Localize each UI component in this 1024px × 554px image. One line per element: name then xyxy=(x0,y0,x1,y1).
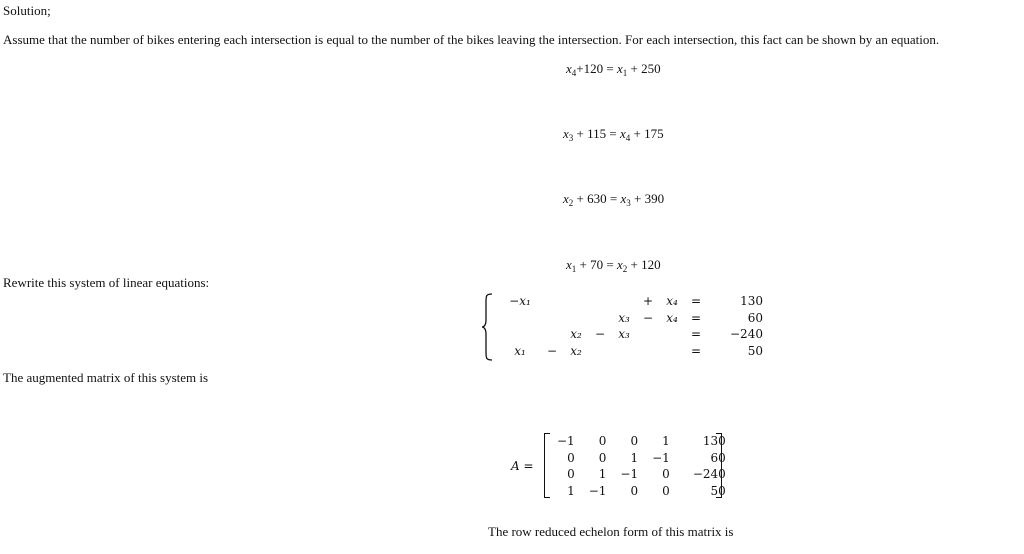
linear-system xyxy=(500,293,769,359)
matrix-cell: 0 xyxy=(662,483,670,498)
system-cell: 60 xyxy=(747,310,763,325)
matrix-name: A = xyxy=(511,459,534,473)
system-cell xyxy=(660,326,684,343)
matrix-cell: 0 xyxy=(567,450,575,465)
system-cell: x₂ xyxy=(570,327,582,342)
matrix-right-bracket xyxy=(716,433,722,498)
system-cell xyxy=(564,310,588,327)
system-row xyxy=(500,293,769,310)
augmented-label: The augmented matrix of this system is xyxy=(3,370,209,385)
matrix-row xyxy=(550,483,733,500)
matrix-cell: 130 xyxy=(702,434,726,449)
system-row xyxy=(500,343,769,360)
system-cell xyxy=(540,326,564,343)
system-cell: x₄ xyxy=(666,294,678,309)
matrix-cell: 0 xyxy=(630,434,639,449)
system-cell xyxy=(588,343,612,360)
system-cell: −x₁ xyxy=(509,294,531,309)
matrix-cell: 0 xyxy=(598,434,607,449)
matrix-cell: −1 xyxy=(557,434,575,449)
system-cell: −240 xyxy=(730,327,763,342)
system-cell xyxy=(588,310,612,327)
system-cell xyxy=(660,343,684,360)
matrix-cell: 0 xyxy=(598,450,607,465)
system-cell xyxy=(588,293,612,310)
left-brace-icon xyxy=(480,292,496,362)
system-cell: − xyxy=(594,327,606,342)
system-cell: 50 xyxy=(747,343,763,358)
matrix-cell: −240 xyxy=(692,467,726,482)
system-cell xyxy=(612,343,636,360)
system-cell: x₂ xyxy=(570,343,582,358)
solution-heading: Solution; xyxy=(3,3,51,18)
equation-4: $x_1 + 70 = x_2 + 120$ xyxy=(566,257,661,274)
rewrite-label: Rewrite this system of linear equations: xyxy=(3,275,210,290)
matrix-cell: 50 xyxy=(710,483,726,498)
system-cell: = xyxy=(690,343,702,358)
matrix-cell: −1 xyxy=(620,467,639,482)
equation-1: $x_4+120 = x_1 + 250$ xyxy=(566,61,661,78)
system-cell: = xyxy=(690,310,702,325)
rref-label: The row reduced echelon form of this matrix is xyxy=(488,524,734,539)
system-cell xyxy=(540,310,564,327)
system-cell xyxy=(636,326,660,343)
matrix-cell: 1 xyxy=(567,483,575,498)
system-cell: x₁ xyxy=(514,343,526,358)
equation-2: $x_3 + 115 = x_4 + 175$ xyxy=(563,126,664,143)
system-cell xyxy=(500,310,540,327)
system-cell xyxy=(540,293,564,310)
system-cell: x₄ xyxy=(666,310,678,325)
system-cell: x₃ xyxy=(618,327,630,342)
equation-3: $x_2 + 630 = x_3 + 390$ xyxy=(563,191,665,208)
matrix-cell: 1 xyxy=(598,467,607,482)
augmented-matrix xyxy=(550,433,733,499)
system-row xyxy=(500,310,769,327)
system-cell xyxy=(500,326,540,343)
system-cell: − xyxy=(642,310,654,325)
system-cell: = xyxy=(690,294,702,309)
matrix-cell: −1 xyxy=(652,450,670,465)
matrix-row xyxy=(550,433,733,450)
matrix-cell: −1 xyxy=(588,483,607,498)
matrix-row xyxy=(550,466,733,483)
matrix-cell: 1 xyxy=(630,450,639,465)
system-cell: 130 xyxy=(740,294,763,309)
matrix-cell: 0 xyxy=(567,467,575,482)
system-cell xyxy=(636,343,660,360)
matrix-cell: 0 xyxy=(662,467,670,482)
matrix-cell: 1 xyxy=(662,434,670,449)
system-cell: = xyxy=(690,327,702,342)
system-cell: + xyxy=(642,294,654,309)
system-row xyxy=(500,326,769,343)
system-cell xyxy=(564,293,588,310)
system-cell xyxy=(612,293,636,310)
system-cell: x₃ xyxy=(618,310,630,325)
intro-paragraph: Assume that the number of bikes entering each intersection is equal to the number of the bikes leaving the intersection. For each intersection, this fact can be shown by an equation. xyxy=(3,32,940,47)
matrix-row xyxy=(550,450,733,467)
matrix-cell: 0 xyxy=(630,483,639,498)
matrix-cell: 60 xyxy=(710,450,726,465)
system-cell: − xyxy=(546,343,558,358)
